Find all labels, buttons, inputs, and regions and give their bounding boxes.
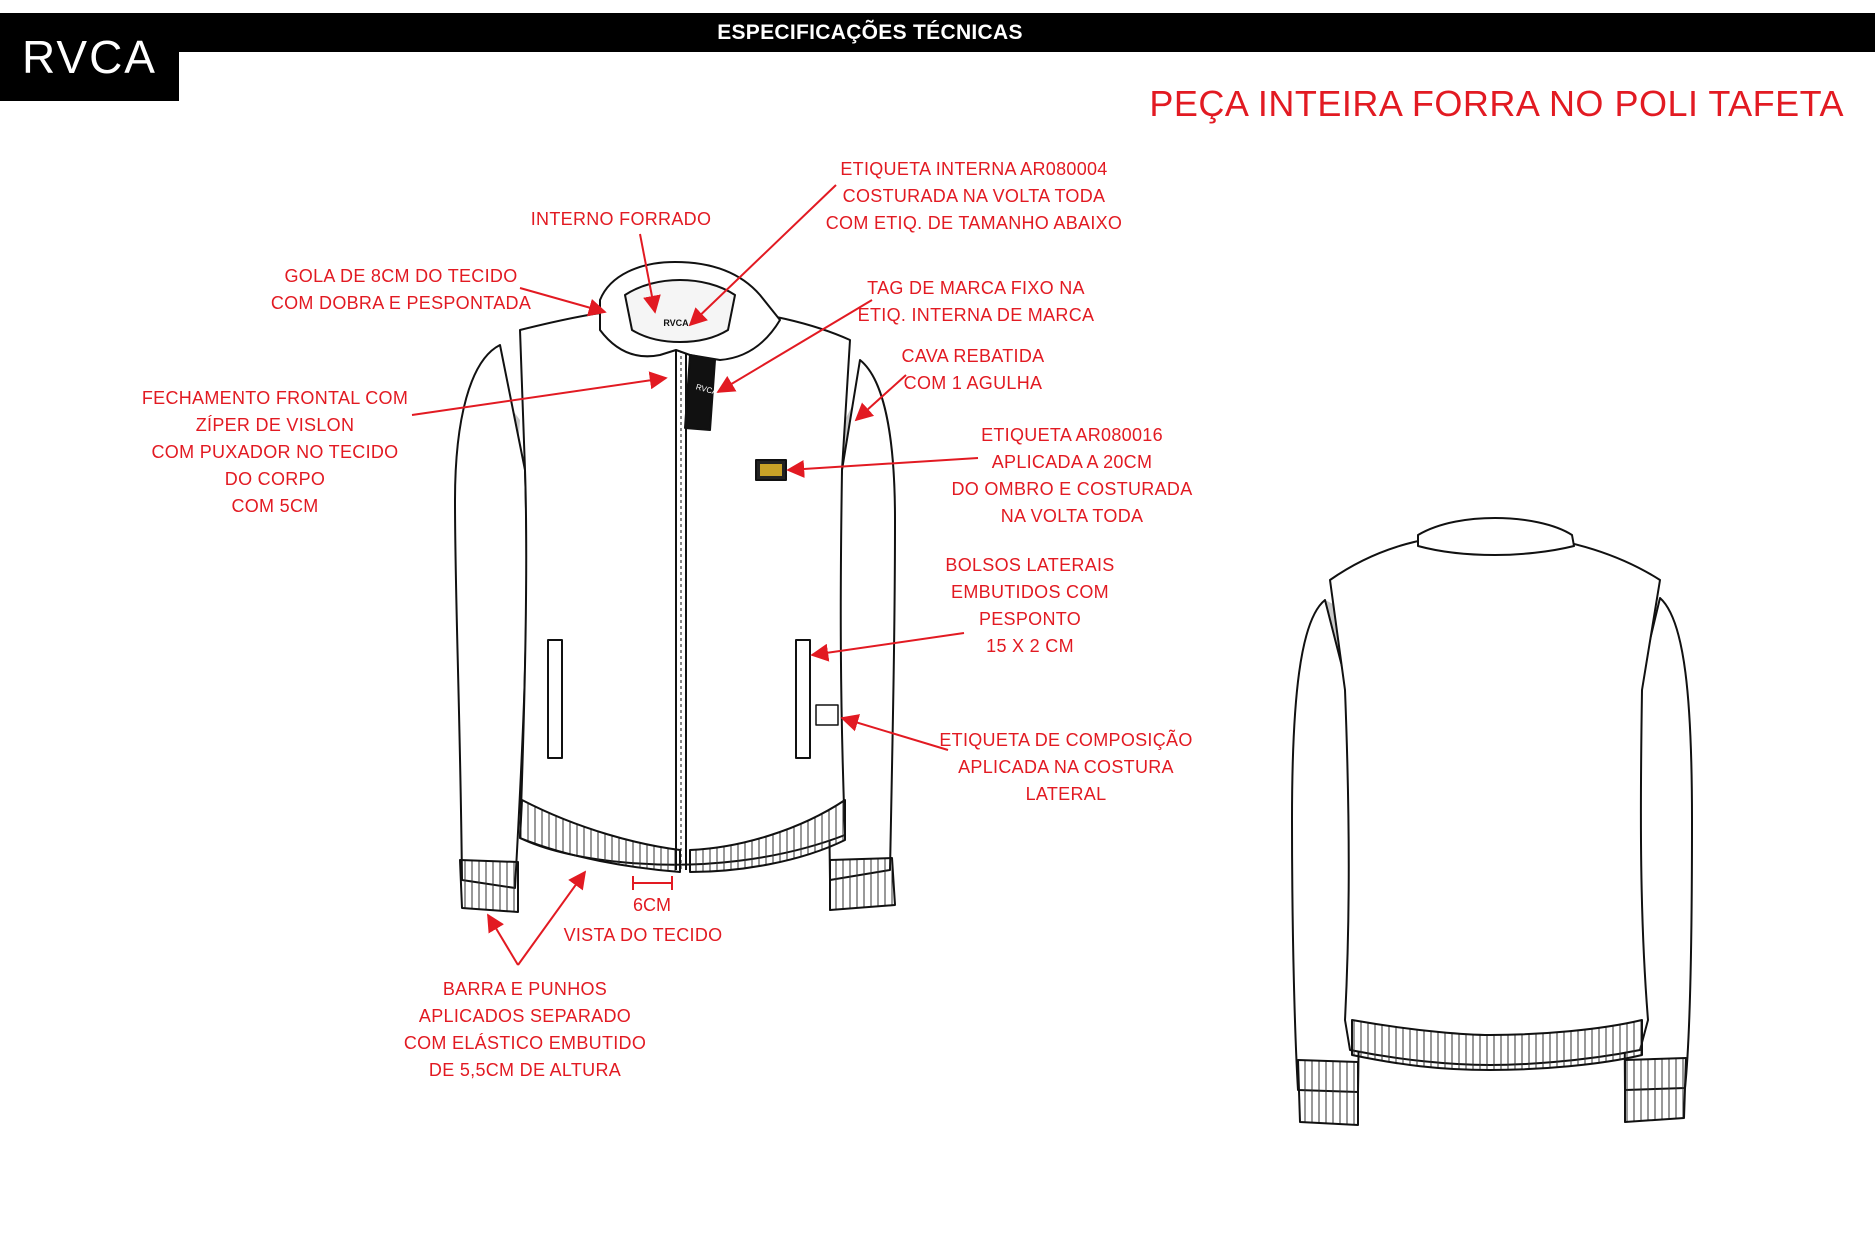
note-bolsos: BOLSOS LATERAIS EMBUTIDOS COM PESPONTO 15 X 2 CM <box>945 555 1115 656</box>
zipper-band-dimension <box>633 876 672 890</box>
note-etiqueta-peito: ETIQUETA AR080016 APLICADA A 20CM DO OMBRO E COSTURADA NA VOLTA TODA <box>951 425 1193 526</box>
brand-logo-text: RVCA <box>22 31 157 83</box>
note-interno-forrado: INTERNO FORRADO <box>530 209 712 229</box>
zipper-band-width: 6CM <box>632 895 672 915</box>
note-etiqueta-interna: ETIQUETA INTERNA AR080004 COSTURADA NA VOLTA TODA COM ETIQ. DE TAMANHO ABAIXO <box>825 159 1123 233</box>
note-composicao: ETIQUETA DE COMPOSIÇÃO APLICADA NA COSTURA LATERAL <box>939 730 1193 804</box>
lining-headline: PEÇA INTEIRA FORRA NO POLI TAFETA <box>1149 83 1844 124</box>
back-jacket-sketch <box>1292 518 1692 1125</box>
note-vista: VISTA DO TECIDO <box>563 925 723 945</box>
hang-tag-brand: RVCA <box>694 382 719 397</box>
collar-label: RVCA <box>663 318 689 328</box>
note-cava: CAVA REBATIDA COM 1 AGULHA <box>901 346 1045 393</box>
note-tag-marca: TAG DE MARCA FIXO NA ETIQ. INTERNA DE MARCA <box>857 278 1095 325</box>
note-fechamento: FECHAMENTO FRONTAL COM ZÍPER DE VISLON COM PUXADOR NO TECIDO DO CORPO COM 5CM <box>141 388 409 516</box>
note-barra: BARRA E PUNHOS APLICADOS SEPARADO COM ELÁSTICO EMBUTIDO DE 5,5CM DE ALTURA <box>403 979 647 1080</box>
note-gola: GOLA DE 8CM DO TECIDO COM DOBRA E PESPONTADA <box>270 266 532 313</box>
page-title: ESPECIFICAÇÕES TÉCNICAS <box>717 21 1023 44</box>
front-jacket-sketch <box>455 262 895 912</box>
